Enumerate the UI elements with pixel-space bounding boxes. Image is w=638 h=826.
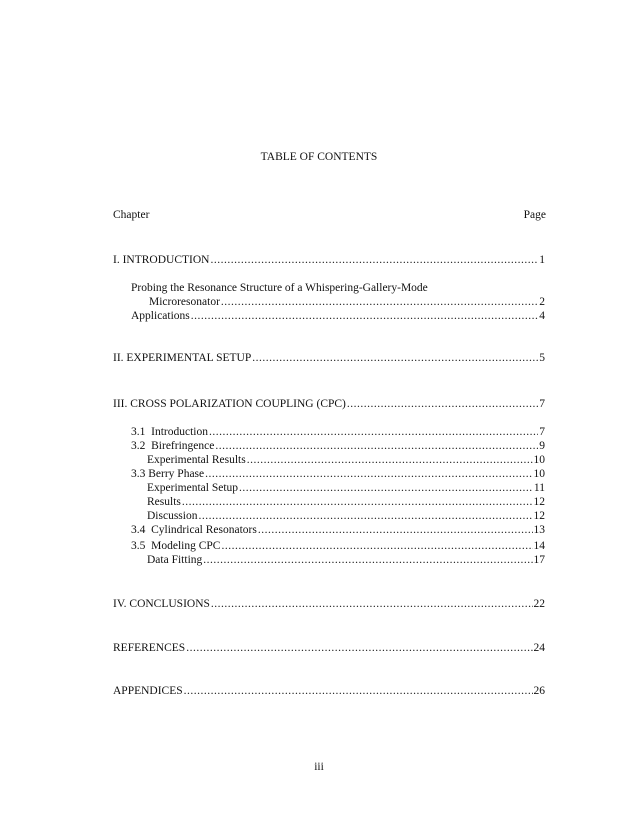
toc-entry-page: 17 xyxy=(533,554,545,566)
dot-leader xyxy=(221,295,538,309)
toc-entry-introduction[interactable] xyxy=(113,253,545,267)
toc-entry-page: 2 xyxy=(539,296,545,308)
dot-leader xyxy=(186,641,532,655)
dot-leader xyxy=(210,253,538,267)
dot-leader xyxy=(203,553,532,567)
page-number: iii xyxy=(314,761,324,773)
toc-entry-label: III. CROSS POLARIZATION COUPLING (CPC) xyxy=(113,398,346,410)
toc-entry-page: 13 xyxy=(533,524,545,536)
dot-leader xyxy=(215,439,538,453)
toc-entry-label: REFERENCES xyxy=(113,642,186,654)
toc-entry-microresonator[interactable] xyxy=(149,295,545,309)
page-title: TABLE OF CONTENTS xyxy=(260,151,378,163)
toc-entry-page: 22 xyxy=(533,598,545,610)
toc-entry-label: 3.4 Cylindrical Resonators xyxy=(131,524,257,536)
toc-entry-label: Experimental Results xyxy=(147,454,246,466)
toc-entry-label: 3.5 Modeling CPC xyxy=(131,540,221,552)
toc-entry-page: 5 xyxy=(539,352,545,364)
page-column-header: Page xyxy=(523,209,546,221)
toc-entry-page: 9 xyxy=(539,440,545,452)
toc-entry-label: Results xyxy=(147,496,181,508)
toc-entry-page: 12 xyxy=(533,496,545,508)
toc-entry-experimental-results[interactable] xyxy=(147,453,545,467)
dot-leader xyxy=(247,453,533,467)
dot-leader xyxy=(258,523,533,537)
toc-entry-page: 14 xyxy=(533,540,545,552)
toc-entry-discussion[interactable] xyxy=(147,509,545,523)
toc-entry-label: I. INTRODUCTION xyxy=(113,254,210,266)
toc-entry-probing-line1[interactable]: Probing the Resonance Structure of a Whispering-Gallery-Mode xyxy=(131,282,428,294)
toc-entry-page: 10 xyxy=(533,454,545,466)
toc-entry-3-5-modeling-cpc[interactable] xyxy=(131,539,545,553)
toc-entry-3-3-berry-phase[interactable] xyxy=(131,467,545,481)
dot-leader xyxy=(211,597,533,611)
toc-entry-label: II. EXPERIMENTAL SETUP xyxy=(113,352,252,364)
toc-entry-references[interactable] xyxy=(113,641,545,655)
dot-leader xyxy=(205,467,532,481)
dot-leader xyxy=(184,684,533,698)
toc-entry-conclusions[interactable] xyxy=(113,597,545,611)
dot-leader xyxy=(252,351,538,365)
chapter-column-header: Chapter xyxy=(113,209,150,221)
toc-entry-label: 3.2 Birefringence xyxy=(131,440,215,452)
toc-entry-results[interactable] xyxy=(147,495,545,509)
toc-entry-label: IV. CONCLUSIONS xyxy=(113,598,210,610)
dot-leader xyxy=(191,309,538,323)
toc-entry-page: 7 xyxy=(539,398,545,410)
toc-entry-3-4-cylindrical-resonators[interactable] xyxy=(131,523,545,537)
toc-entry-label: APPENDICES xyxy=(113,685,183,697)
toc-entry-3-1-introduction[interactable] xyxy=(131,425,545,439)
toc-entry-page: 26 xyxy=(533,685,545,697)
toc-entry-label: Experimental Setup xyxy=(147,482,239,494)
dot-leader xyxy=(209,425,538,439)
toc-entry-label: Discussion xyxy=(147,510,198,522)
dot-leader xyxy=(239,481,533,495)
toc-entry-page: 12 xyxy=(533,510,545,522)
toc-entry-experimental-setup[interactable] xyxy=(113,351,545,365)
toc-entry-data-fitting[interactable] xyxy=(147,553,545,567)
toc-entry-label: 3.3 Berry Phase xyxy=(131,468,205,480)
dot-leader xyxy=(347,397,538,411)
toc-entry-applications[interactable] xyxy=(131,309,545,323)
toc-entry-page: 11 xyxy=(533,482,545,494)
toc-entry-page: 10 xyxy=(533,468,545,480)
toc-entry-page: 4 xyxy=(539,310,545,322)
toc-entry-3-2-birefringence[interactable] xyxy=(131,439,545,453)
toc-entry-label: Applications xyxy=(131,310,190,322)
dot-leader xyxy=(182,495,533,509)
toc-entry-experimental-setup-sub[interactable] xyxy=(147,481,545,495)
toc-entry-label: Microresonator xyxy=(149,296,220,308)
toc-entry-label: 3.1 Introduction xyxy=(131,426,208,438)
toc-entry-appendices[interactable] xyxy=(113,684,545,698)
toc-entry-label: Data Fitting xyxy=(147,554,203,566)
toc-entry-page: 7 xyxy=(539,426,545,438)
toc-entry-cpc[interactable] xyxy=(113,397,545,411)
dot-leader xyxy=(198,509,532,523)
toc-entry-page: 1 xyxy=(539,254,545,266)
toc-entry-page: 24 xyxy=(533,642,545,654)
dot-leader xyxy=(221,539,532,553)
